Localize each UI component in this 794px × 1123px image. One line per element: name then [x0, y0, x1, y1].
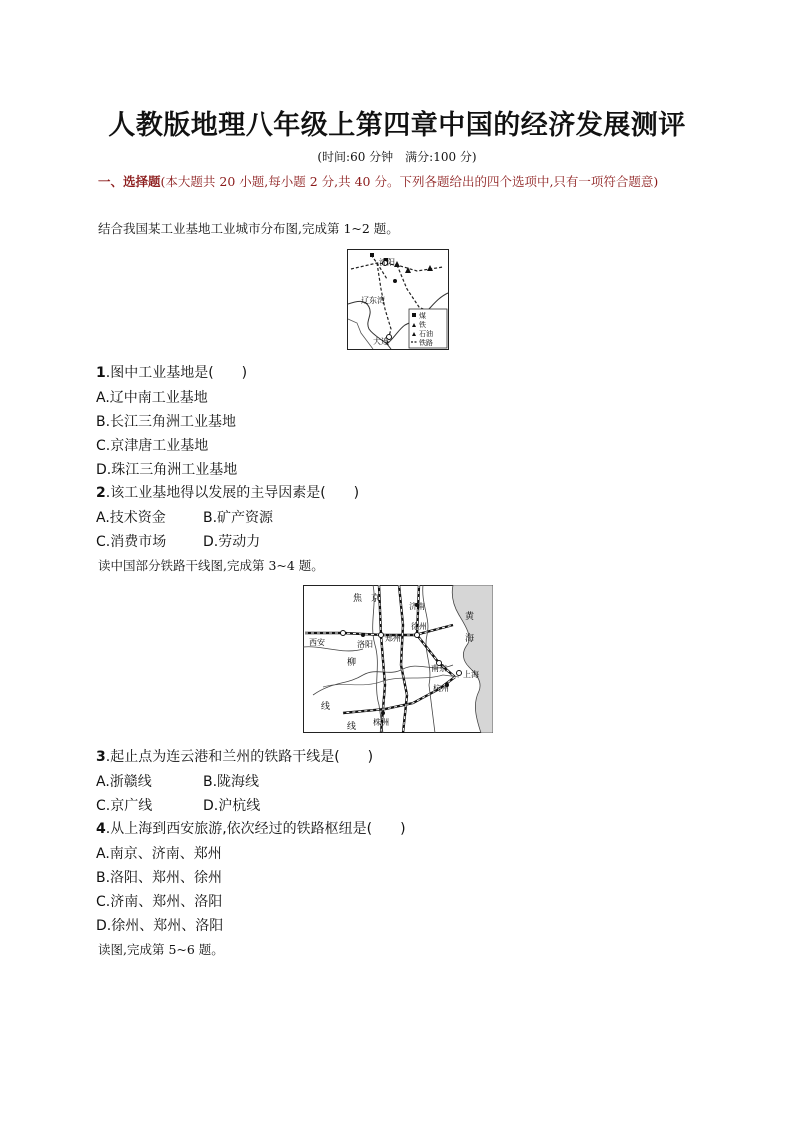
question-2: 2.该工业基地得以发展的主导因素是( )	[96, 485, 360, 501]
map2-label: 杭州	[433, 684, 449, 693]
q2-option-c: C.消费市场	[96, 534, 167, 550]
q1-option-d: D.珠江三角洲工业基地	[96, 462, 238, 478]
map2-label: 线	[321, 702, 331, 712]
map2-label: 洛阳	[357, 640, 373, 649]
map2-label: 线	[347, 722, 357, 732]
q4-option-a: A.南京、济南、郑州	[96, 846, 222, 862]
legend-iron: 铁	[419, 321, 426, 329]
map2-label: 海	[465, 634, 475, 644]
map2-label: 株洲	[373, 718, 389, 727]
q3-option-a: A.浙赣线	[96, 774, 152, 790]
q1-option-c: C.京津唐工业基地	[96, 438, 209, 454]
map2-label: 郑州	[385, 634, 401, 643]
legend-coal: 煤	[419, 312, 426, 320]
map2-label: 上海	[463, 670, 479, 679]
legend-oil: 石油	[419, 330, 433, 338]
q4-option-d: D.徐州、郑州、洛阳	[96, 918, 224, 934]
intro-q1-2: 结合我国某工业基地工业城市分布图,完成第 1~2 题。	[98, 221, 399, 236]
q2-option-d: D.劳动力	[203, 534, 261, 550]
question-3: 3.起止点为连云港和兰州的铁路干线是( )	[96, 749, 374, 765]
city-shanghai	[457, 671, 462, 676]
legend-coal-symbol	[412, 313, 416, 317]
exam-info: (时间:60 分钟 满分:100 分)	[317, 150, 477, 164]
map1-label-dalian: 大连	[373, 337, 389, 346]
intro-q3-4: 读中国部分铁路干线图,完成第 3~4 题。	[98, 558, 324, 573]
city-xian	[341, 631, 346, 636]
city-zhuzhou	[381, 711, 385, 715]
q1-option-a: A.辽中南工业基地	[96, 390, 208, 406]
q3-option-d: D.沪杭线	[203, 798, 261, 814]
q3-option-b: B.陇海线	[203, 774, 260, 790]
question-1: 1.图中工业基地是( )	[96, 365, 248, 381]
map2-label: 南京	[431, 664, 447, 673]
q4-option-c: C.济南、郑州、洛阳	[96, 894, 223, 910]
coal-symbol	[370, 253, 374, 257]
industrial-base-map	[347, 249, 449, 350]
q1-option-b: B.长江三角洲工业基地	[96, 414, 237, 430]
section-heading	[98, 171, 708, 192]
map1-label-shenyang: 沈阳	[379, 258, 395, 267]
map2-label: 焦	[353, 594, 363, 604]
question-4: 4.从上海到西安旅游,依次经过的铁路枢纽是( )	[96, 821, 406, 837]
section-title: 一、选择题	[98, 174, 161, 189]
map2-label: 济南	[409, 602, 425, 611]
map2-label: 黄	[465, 612, 475, 622]
map1-label-bay: 辽东湾	[361, 296, 385, 305]
city-xuzhou	[415, 633, 420, 638]
section-description: (本大题共 20 小题,每小题 2 分,共 40 分。下列各题给出的四个选项中,只有一项符合题意)	[160, 174, 659, 189]
railway-map	[303, 585, 493, 733]
q2-option-a: A.技术资金	[96, 510, 166, 526]
city-dot	[393, 279, 397, 283]
q3-option-c: C.京广线	[96, 798, 153, 814]
map2-label: 徐州	[411, 622, 427, 631]
q2-option-b: B.矿产资源	[203, 510, 274, 526]
map2-label: 柳	[347, 658, 357, 668]
city-luoyang	[361, 633, 365, 637]
q4-option-b: B.洛阳、郑州、徐州	[96, 870, 223, 886]
map2-label: 京	[371, 594, 381, 604]
city-zhengzhou	[379, 633, 384, 638]
page-title: 人教版地理八年级上第四章中国的经济发展测评	[108, 110, 686, 141]
map2-label: 西安	[309, 638, 325, 647]
intro-q5-6: 读图,完成第 5~6 题。	[98, 942, 224, 957]
legend-rail: 铁路	[419, 339, 433, 347]
